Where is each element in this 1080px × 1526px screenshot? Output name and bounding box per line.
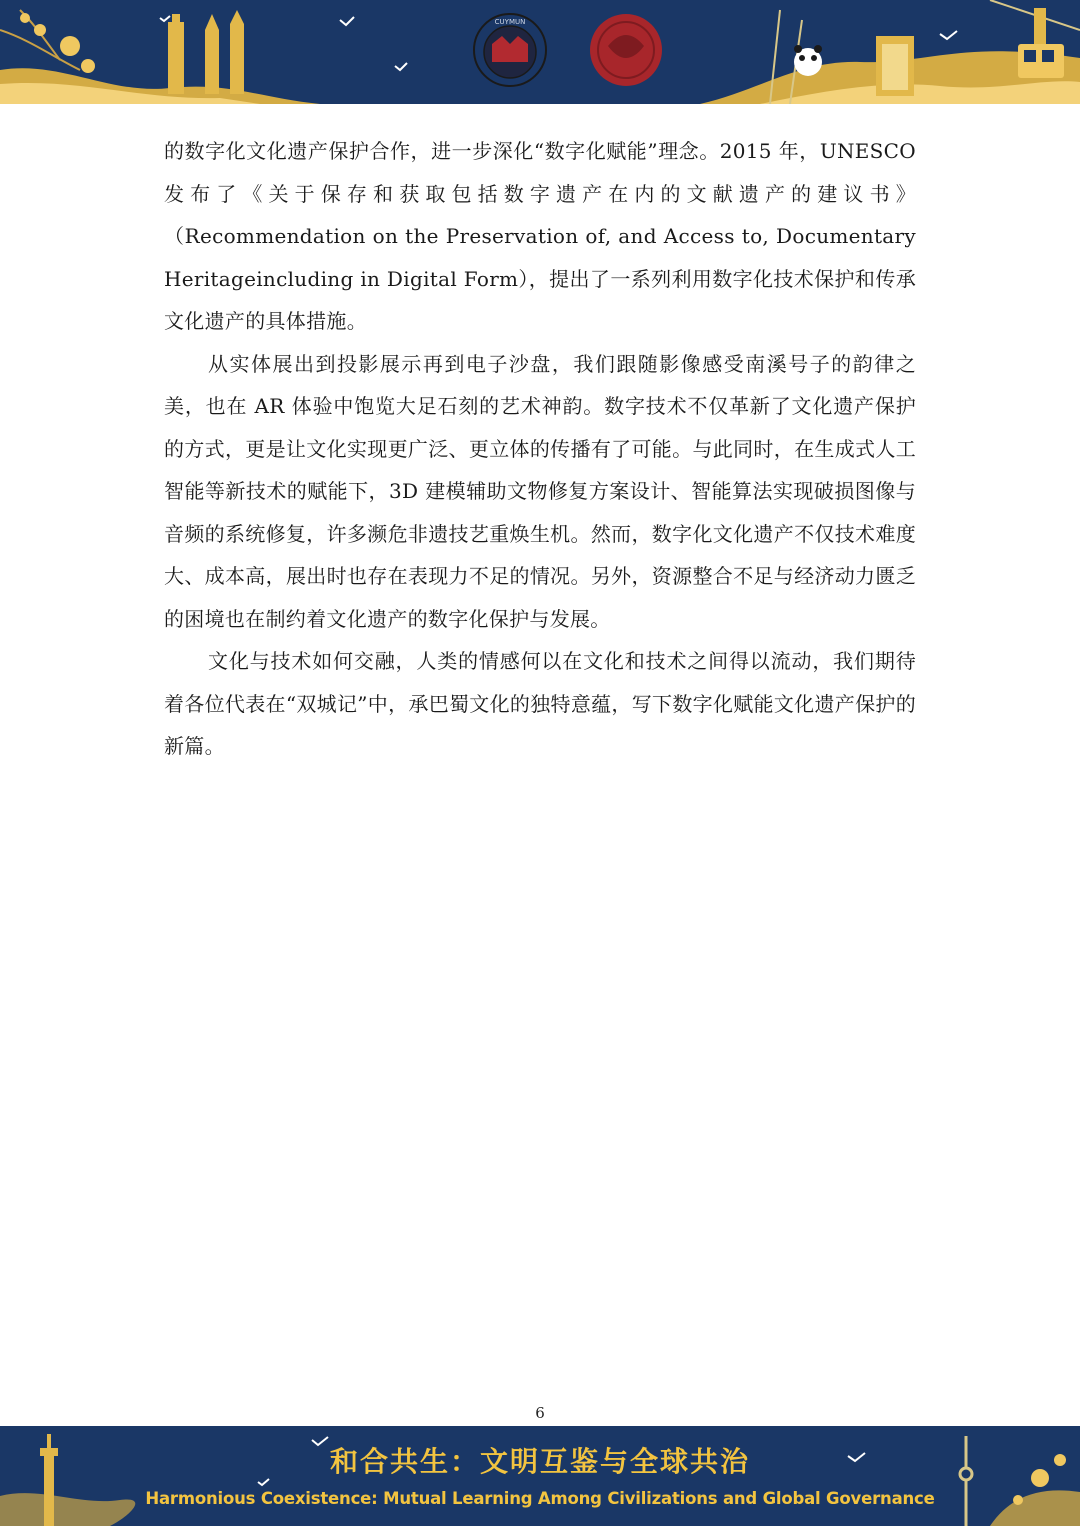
- text-line: 破损图像与音频的系统修复，许多濒危非遗技艺重焕生机。然而，数字化文化遗: [164, 479, 916, 546]
- paragraph-2: [164, 343, 916, 641]
- text-line: 式人工智能等新技术的赋能下，3D 建模辅助文物修复方案设计、智能算法实现: [164, 436, 916, 503]
- header-illustration: [0, 0, 1080, 104]
- text-line: 产保护的新篇。: [164, 691, 916, 758]
- text-line: 待着各位代表在“双城记”中，承巴蜀文化的独特意蕴，写下数字化赋能文化遗: [164, 649, 916, 716]
- text-line: 产不仅技术难度大、成本高，展出时也存在表现力不足的情况。另外，资源整合: [164, 521, 916, 588]
- conference-emblem-icon: [474, 14, 546, 86]
- text-line: including in Digital Form），提出了一系列利用数字化技术保护和传承文化遗产: [164, 266, 916, 333]
- svg-text:CUYMUN: CUYMUN: [494, 18, 526, 26]
- panda-icon: [794, 45, 822, 76]
- paragraph-1: [164, 130, 916, 343]
- page-number: 6: [535, 1404, 545, 1422]
- footer-banner: [0, 1426, 1080, 1526]
- document-body: [164, 130, 916, 768]
- text-line: 护的方式，更是让文化实现更广泛、更立体的传播有了可能。与此同时，在生成: [164, 394, 916, 461]
- text-line: 不足与经济动力匮乏的困境也在制约着文化遗产的数字化保护与发展。: [164, 564, 916, 631]
- text-line: 从实体展出到投影展示再到电子沙盘，我们跟随影像感受南溪号子的韵律之: [208, 351, 916, 376]
- skyscraper-icon: [876, 36, 914, 96]
- conference-theme-cn: 和合共生：文明互鉴与全球共治: [329, 1445, 750, 1478]
- header-banner: [0, 0, 1080, 104]
- text-line: 的数字化文化遗产保护合作，进一步深化“数字化赋能”理念。2015 年，UNESCO: [164, 139, 916, 163]
- text-line: 美，也在 AR 体验中饱览大足石刻的艺术神韵。数字技术不仅革新了文化遗产保: [164, 394, 896, 418]
- university-seal-icon: [590, 14, 662, 86]
- paragraph-3: [164, 640, 916, 768]
- conference-theme-en: Harmonious Coexistence: Mutual Learning Among Civilizations and Global Governance: [145, 1489, 935, 1508]
- text-line: 发布了《关于保存和获取包括数字遗产在内的文献遗产的建议书》: [164, 181, 916, 206]
- text-line: 的具体措施。: [245, 309, 368, 333]
- text-line: （Recommendation on the Preservation of, and Access to, Documentary Heritage: [164, 224, 916, 291]
- text-line: 文化与技术如何交融，人类的情感何以在文化和技术之间得以流动，我们期: [208, 649, 896, 673]
